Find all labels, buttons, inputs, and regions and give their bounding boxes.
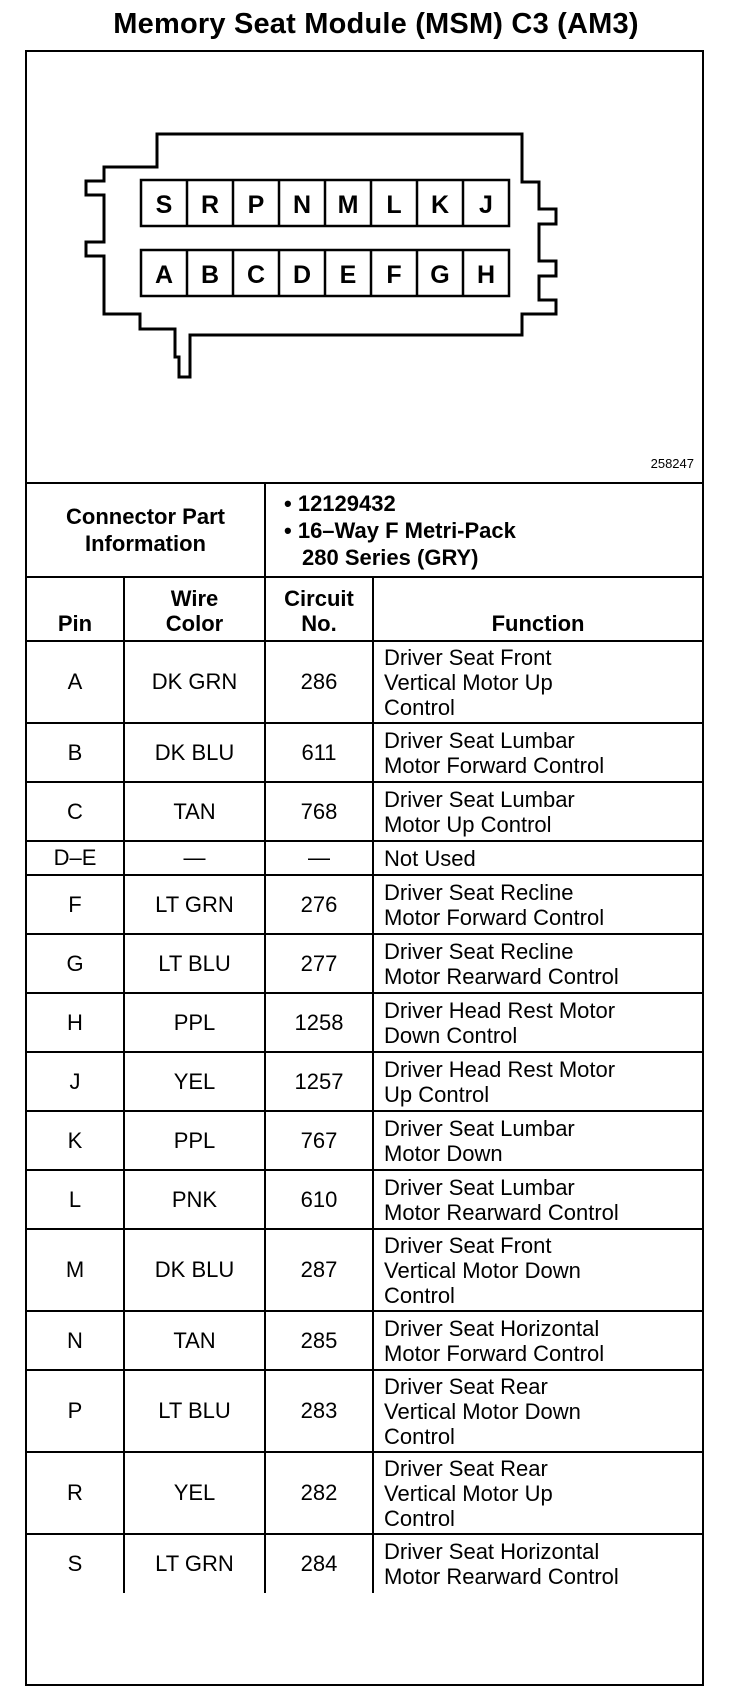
function-cell: [373, 1534, 702, 1593]
function-line: Vertical Motor Down: [384, 1257, 581, 1283]
wire-color-cell: YEL: [124, 1052, 265, 1111]
function-line: Not Used: [384, 845, 476, 871]
wire-color-cell: LT GRN: [124, 1534, 265, 1593]
function-line: Driver Seat Rear: [384, 1455, 548, 1481]
pin-cell: R: [27, 1452, 124, 1534]
pin-label-p: P: [247, 191, 265, 219]
function-line: Driver Seat Lumbar: [384, 1174, 575, 1200]
wire-color-cell: TAN: [124, 1311, 265, 1370]
pin-label-d: D: [292, 261, 312, 289]
pin-label-g: G: [430, 261, 450, 289]
function-line: Vertical Motor Up: [384, 1480, 553, 1506]
connector-info-row: [27, 484, 702, 577]
function-cell: [373, 1370, 702, 1452]
table-row: [27, 723, 702, 782]
pin-label-h: H: [476, 261, 496, 289]
function-cell: [373, 1052, 702, 1111]
circuit-cell: 282: [265, 1452, 373, 1534]
function-line: Control: [384, 1282, 455, 1308]
pin-label-j: J: [479, 191, 493, 219]
bottom-row-cells: [155, 250, 495, 296]
table-row: [27, 1534, 702, 1593]
function-line: Motor Rearward Control: [384, 963, 619, 989]
table-row: [27, 782, 702, 841]
function-line: Motor Forward Control: [384, 904, 605, 930]
function-cell: [373, 1170, 702, 1229]
function-line: Motor Forward Control: [384, 1340, 605, 1366]
pin-label-b: B: [200, 261, 220, 289]
wire-color-cell: —: [124, 841, 265, 875]
pin-cell: J: [27, 1052, 124, 1111]
pin-label-r: R: [200, 191, 220, 219]
pin-cell: S: [27, 1534, 124, 1593]
pin-cell: P: [27, 1370, 124, 1452]
table-row: [27, 993, 702, 1052]
function-line: Driver Head Rest Motor: [384, 1056, 616, 1082]
function-header: Function: [373, 577, 702, 641]
connector-face-drawing: [27, 52, 702, 482]
function-line: Motor Down: [384, 1140, 503, 1166]
pin-cell: B: [27, 723, 124, 782]
function-line: Motor Forward Control: [384, 752, 605, 778]
pin-label-l: L: [386, 191, 402, 219]
part-number: • 12129432: [284, 490, 396, 516]
connector-housing-outline: [86, 134, 556, 377]
pin-label-k: K: [430, 191, 450, 219]
pin-label-c: C: [246, 261, 266, 289]
pin-cell: F: [27, 875, 124, 934]
connector-diagram: [27, 52, 702, 484]
pin-header: Pin: [27, 577, 124, 641]
figure-id: 258247: [650, 456, 694, 471]
table-row: [27, 1452, 702, 1534]
circuit-cell: 277: [265, 934, 373, 993]
function-cell: [373, 1311, 702, 1370]
connector-sheet: [25, 50, 704, 1686]
wire-color-header: Wire Color: [124, 577, 265, 641]
table-row: [27, 1370, 702, 1452]
function-line: Control: [384, 694, 455, 720]
function-cell: [373, 723, 702, 782]
table-row: [27, 1311, 702, 1370]
wire-color-cell: LT BLU: [124, 934, 265, 993]
function-line: Driver Seat Recline: [384, 938, 574, 964]
function-line: Down Control: [384, 1022, 518, 1048]
connector-info-label: Connector Part Information: [27, 484, 265, 577]
wire-color-cell: LT BLU: [124, 1370, 265, 1452]
connector-info-value: [265, 484, 702, 577]
circuit-cell: 1258: [265, 993, 373, 1052]
function-line: Control: [384, 1505, 455, 1531]
function-cell: [373, 934, 702, 993]
wire-color-cell: LT GRN: [124, 875, 265, 934]
table-row: [27, 1111, 702, 1170]
table-row: [27, 841, 702, 875]
wire-color-cell: YEL: [124, 1452, 265, 1534]
function-line: Driver Seat Lumbar: [384, 786, 575, 812]
pin-cell: H: [27, 993, 124, 1052]
pin-cell: N: [27, 1311, 124, 1370]
circuit-header: Circuit No.: [265, 577, 373, 641]
function-cell: [373, 782, 702, 841]
pin-cell: G: [27, 934, 124, 993]
function-line: Motor Rearward Control: [384, 1199, 619, 1225]
header-row: [27, 577, 702, 641]
function-line: Up Control: [384, 1081, 490, 1107]
function-line: Driver Seat Horizontal: [384, 1539, 600, 1564]
function-cell: [373, 1229, 702, 1311]
function-cell: [373, 1111, 702, 1170]
function-line: Driver Seat Horizontal: [384, 1315, 600, 1341]
wire-color-cell: DK BLU: [124, 1229, 265, 1311]
pin-label-n: N: [292, 191, 312, 219]
function-line: Driver Seat Front: [384, 1232, 552, 1258]
pin-label-f: F: [386, 261, 402, 289]
wire-color-cell: TAN: [124, 782, 265, 841]
table-row: [27, 1170, 702, 1229]
function-line: Driver Seat Lumbar: [384, 1115, 575, 1141]
function-cell: [373, 841, 702, 875]
wire-color-cell: PPL: [124, 1111, 265, 1170]
function-line: Driver Head Rest Motor: [384, 997, 616, 1023]
circuit-cell: 287: [265, 1229, 373, 1311]
pin-label-m: M: [337, 191, 359, 219]
wire-color-cell: DK BLU: [124, 723, 265, 782]
circuit-cell: 1257: [265, 1052, 373, 1111]
function-line: Driver Seat Rear: [384, 1373, 548, 1399]
function-line: Motor Up Control: [384, 811, 552, 837]
pin-label-s: S: [155, 191, 173, 219]
pin-label-a: A: [154, 261, 174, 289]
pin-cell: M: [27, 1229, 124, 1311]
function-line: Vertical Motor Down: [384, 1398, 581, 1424]
table-row: [27, 934, 702, 993]
function-cell: [373, 875, 702, 934]
circuit-cell: 768: [265, 782, 373, 841]
pin-table: [27, 484, 702, 1593]
function-cell: [373, 1452, 702, 1534]
wire-color-cell: DK GRN: [124, 641, 265, 723]
wire-color-cell: PNK: [124, 1170, 265, 1229]
table-row: [27, 875, 702, 934]
circuit-cell: 276: [265, 875, 373, 934]
pin-cell: D–E: [27, 841, 124, 875]
pin-cell: C: [27, 782, 124, 841]
circuit-cell: —: [265, 841, 373, 875]
function-line: Driver Seat Front: [384, 644, 552, 670]
connector-series: 280 Series (GRY): [302, 544, 479, 570]
pin-cell: A: [27, 641, 124, 723]
pin-cell: K: [27, 1111, 124, 1170]
circuit-cell: 285: [265, 1311, 373, 1370]
page-title: Memory Seat Module (MSM) C3 (AM3): [113, 8, 639, 40]
table-row: [27, 1052, 702, 1111]
function-cell: [373, 993, 702, 1052]
circuit-cell: 610: [265, 1170, 373, 1229]
function-cell: [373, 641, 702, 723]
circuit-cell: 286: [265, 641, 373, 723]
circuit-cell: 283: [265, 1370, 373, 1452]
top-row-cells: [156, 180, 493, 226]
function-line: Vertical Motor Up: [384, 669, 553, 695]
circuit-cell: 611: [265, 723, 373, 782]
wire-color-cell: PPL: [124, 993, 265, 1052]
circuit-cell: 284: [265, 1534, 373, 1593]
function-line: Driver Seat Lumbar: [384, 727, 575, 753]
pin-label-e: E: [339, 261, 357, 289]
function-line: Control: [384, 1423, 455, 1449]
circuit-cell: 767: [265, 1111, 373, 1170]
table-row: [27, 641, 702, 723]
table-row: [27, 1229, 702, 1311]
function-line: Driver Seat Recline: [384, 879, 574, 905]
pin-cell: L: [27, 1170, 124, 1229]
function-line: Motor Rearward Control: [384, 1564, 619, 1589]
connector-type: • 16–Way F Metri-Pack: [284, 517, 516, 543]
